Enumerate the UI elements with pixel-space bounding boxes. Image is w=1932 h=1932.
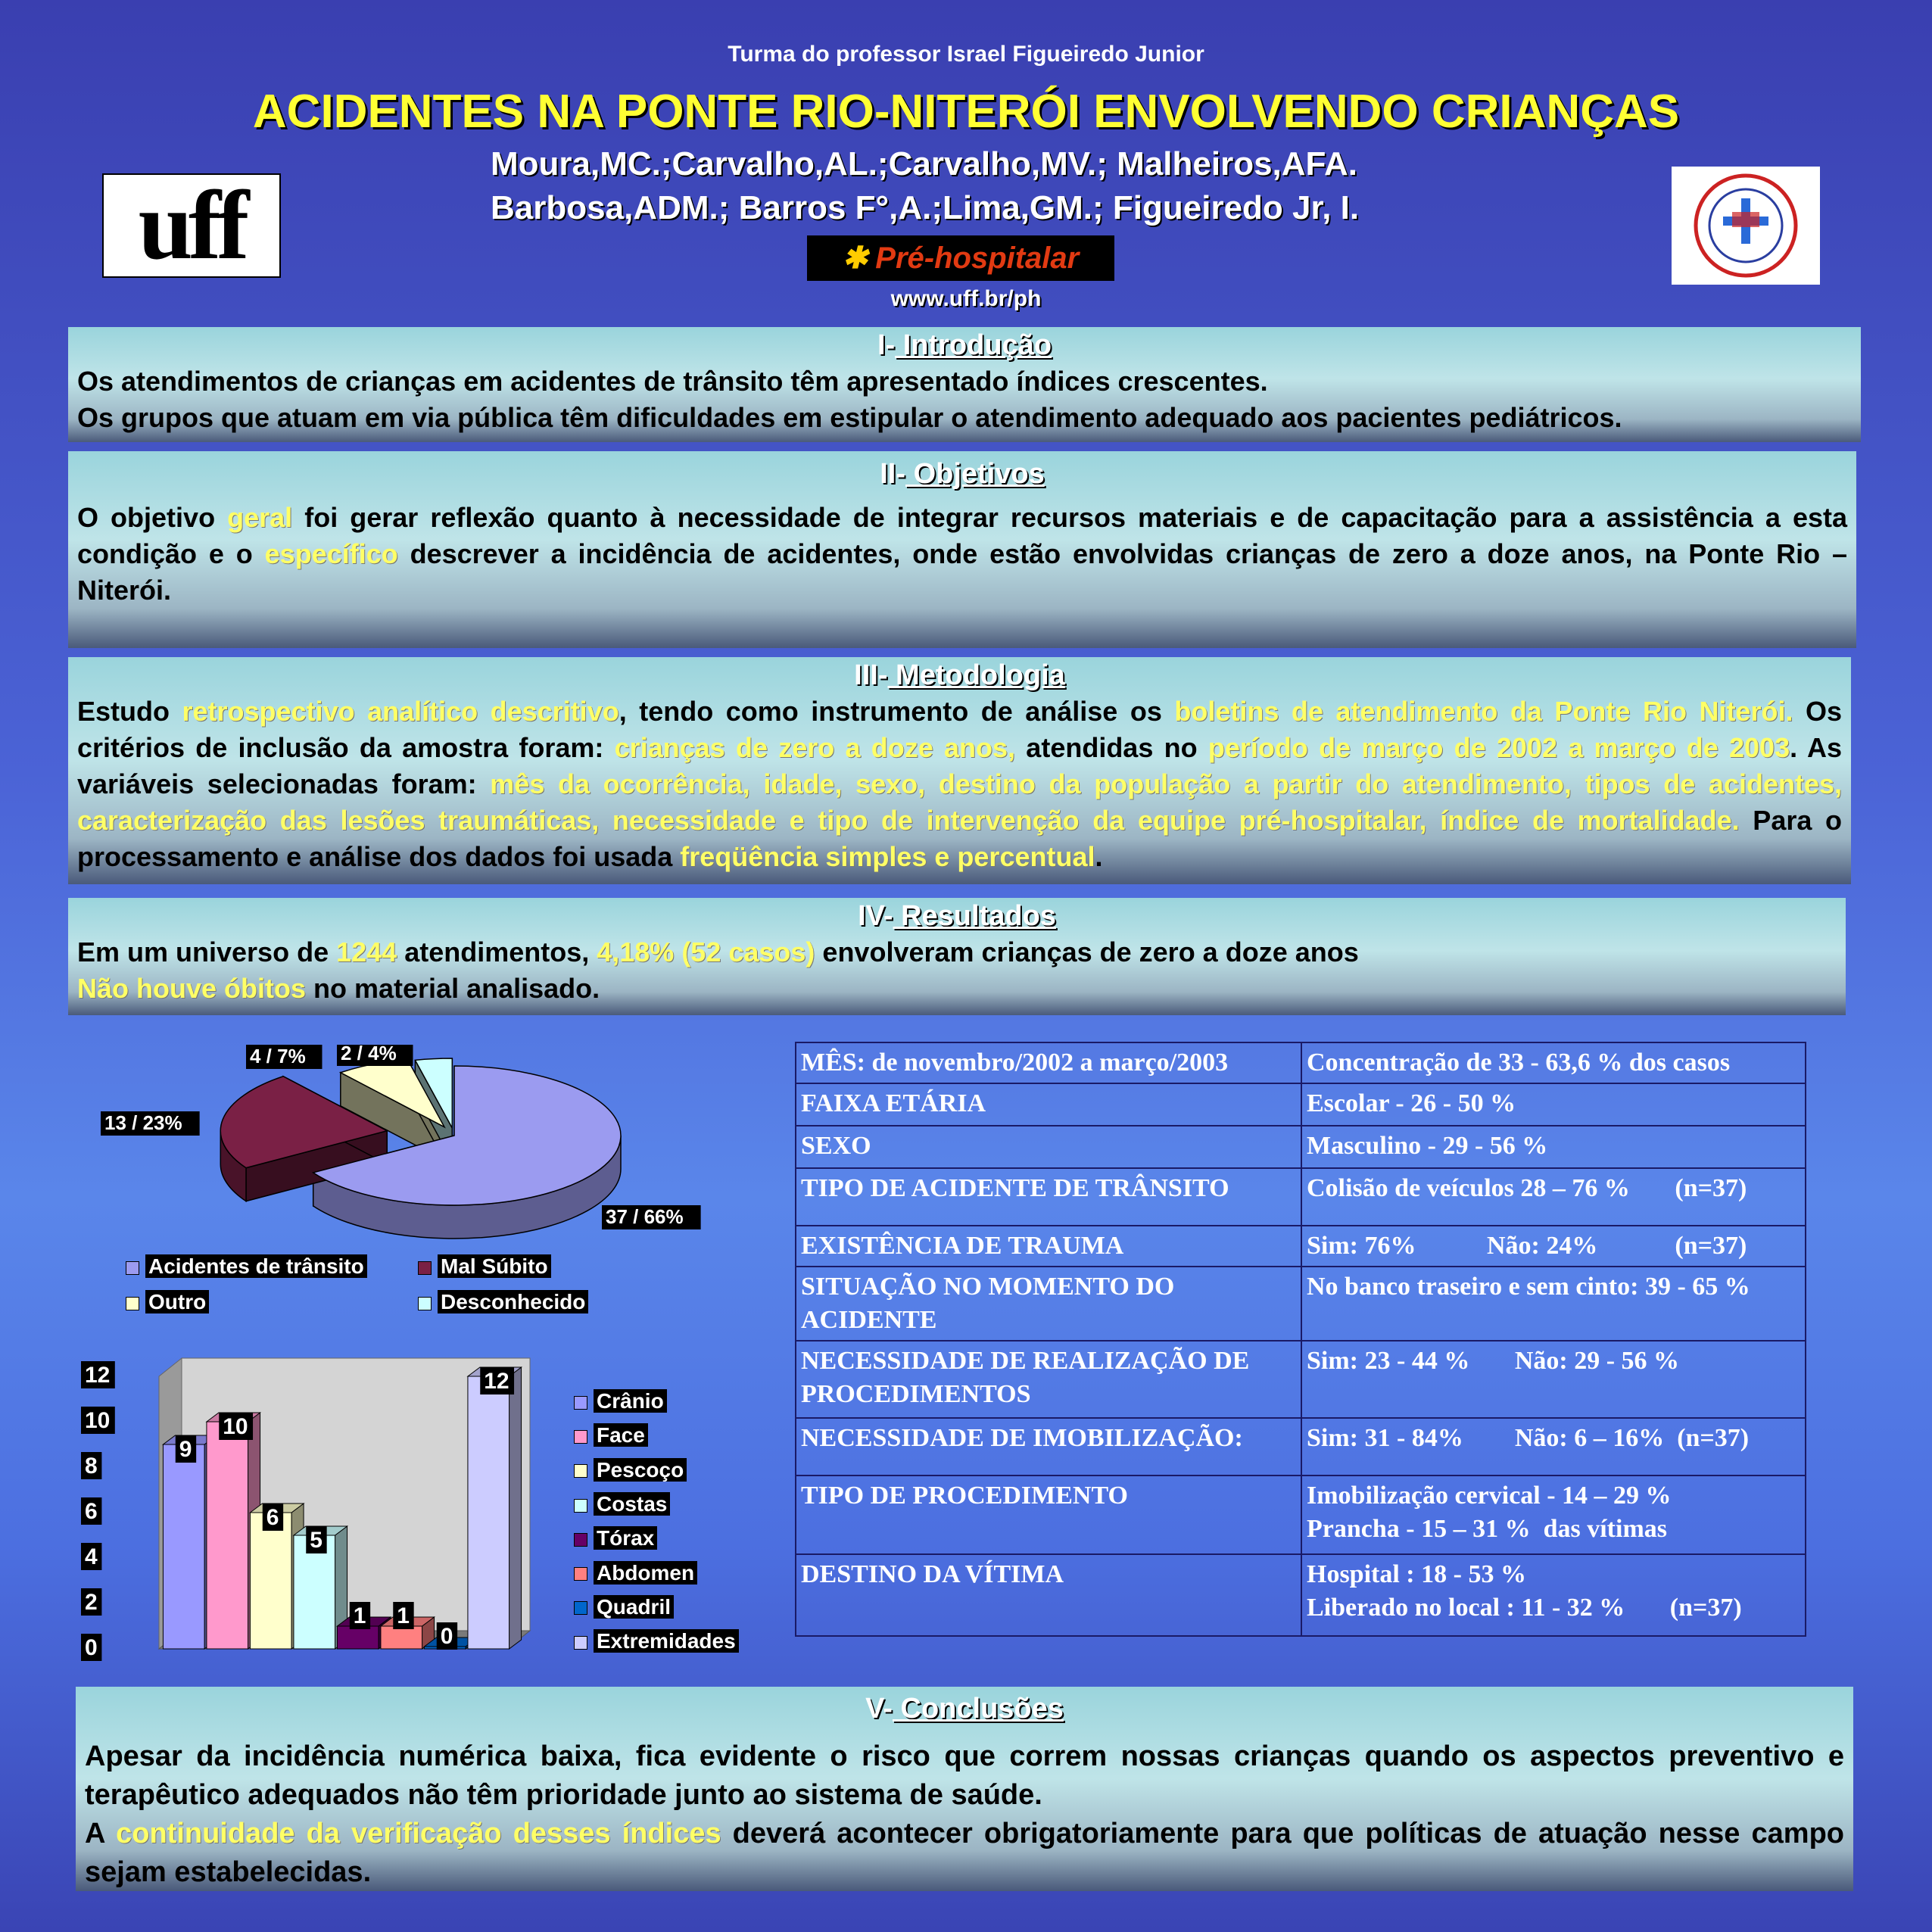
- legend-swatch: [574, 1430, 587, 1444]
- table-row-label: NECESSIDADE DE IMOBILIZAÇÃO:: [796, 1418, 1301, 1475]
- bar-legend-item: [574, 1459, 687, 1482]
- conclusions-paragraph-2: A continuidade da verificação desses índices deverá acontecer obrigatoriamente para que políticas de atuação nesse campo sejam estabelecidas.: [85, 1818, 1844, 1888]
- table-row-label: EXISTÊNCIA DE TRAUMA: [796, 1226, 1301, 1267]
- legend-swatch: [126, 1297, 139, 1310]
- conclusions-heading: V- Conclusões: [865, 1693, 1064, 1725]
- legend-swatch: [574, 1601, 587, 1615]
- objectives-section: [68, 451, 1856, 648]
- svg-text:8: 8: [85, 1454, 98, 1479]
- results-line-2: Não houve óbitos no material analisado.: [77, 973, 600, 1004]
- legend-label: Face: [594, 1423, 648, 1447]
- legend-label: Mal Súbito: [438, 1254, 551, 1278]
- table-row-label: SITUAÇÃO NO MOMENTO DO ACIDENTE: [796, 1267, 1301, 1341]
- svg-text:5: 5: [310, 1528, 323, 1553]
- svg-text:0: 0: [85, 1635, 98, 1660]
- results-table-body: [796, 1042, 1806, 1636]
- results-heading: IV- Resultados: [858, 900, 1056, 932]
- table-row-value: Concentração de 33 - 63,6 % dos casos: [1301, 1042, 1806, 1083]
- legend-swatch: [574, 1636, 587, 1650]
- pie-legend-item: [126, 1255, 367, 1278]
- table-row-value: Sim: 23 - 44 % Não: 29 - 56 %: [1301, 1341, 1806, 1418]
- legend-label: Acidentes de trânsito: [145, 1254, 367, 1278]
- introduction-line-2: Os grupos que atuam em via pública têm dificuldades em estipular o atendimento adequado aos pacientes pediátricos.: [77, 402, 1622, 433]
- authors-line-2: Barbosa,ADM.; Barros F°,A.;Lima,GM.; Figueiredo Jr, I.: [491, 189, 1360, 226]
- bar-value-label: [219, 1413, 253, 1440]
- table-row: [796, 1554, 1806, 1636]
- pre-hospitalar-logo: [807, 235, 1114, 281]
- poster-title: ACIDENTES NA PONTE RIO-NITERÓI ENVOLVENDO CRIANÇAS: [252, 86, 1680, 138]
- pie-data-label: [602, 1205, 701, 1229]
- legend-label: Tórax: [594, 1526, 657, 1550]
- table-row: [796, 1226, 1806, 1267]
- authors-line-1: Moura,MC.;Carvalho,AL.;Carvalho,MV.; Malheiros,AFA.: [491, 145, 1357, 182]
- svg-text:6: 6: [85, 1499, 98, 1524]
- bar-value-label: [480, 1367, 514, 1394]
- legend-label: Abdomen: [594, 1561, 697, 1585]
- legend-swatch: [574, 1499, 587, 1513]
- uff-logo: [102, 173, 281, 278]
- table-row-label: NECESSIDADE DE REALIZAÇÃO DE PROCEDIMENTOS: [796, 1341, 1301, 1418]
- results-line-1: Em um universo de 1244 atendimentos, 4,18% (52 casos) envolveram crianças de zero a doze anos: [77, 936, 1359, 968]
- table-row-label: DESTINO DA VÍTIMA: [796, 1554, 1301, 1636]
- svg-text:0: 0: [440, 1624, 453, 1649]
- y-tick-label: [81, 1361, 115, 1388]
- methodology-heading: III- Metodologia: [854, 659, 1065, 691]
- svg-text:10: 10: [223, 1414, 248, 1439]
- svg-text:12: 12: [484, 1369, 509, 1394]
- svg-text:4 / 7%: 4 / 7%: [250, 1045, 306, 1067]
- y-tick-label: [81, 1588, 101, 1616]
- bar-legend-item: [574, 1596, 674, 1619]
- table-row-value: Sim: 31 - 84% Não: 6 – 16% (n=37): [1301, 1418, 1806, 1475]
- y-tick-label: [81, 1634, 101, 1661]
- legend-label: Quadril: [594, 1595, 674, 1619]
- table-row: [796, 1418, 1806, 1475]
- y-tick-label: [81, 1543, 101, 1570]
- table-row: [796, 1475, 1806, 1554]
- table-row-label: TIPO DE PROCEDIMENTO: [796, 1475, 1301, 1554]
- results-table: [795, 1042, 1806, 1637]
- objectives-heading: II- Objetivos: [880, 458, 1045, 490]
- bar-7: [468, 1367, 522, 1649]
- conclusions-section: [76, 1687, 1853, 1891]
- table-row-label: MÊS: de novembro/2002 a março/2003: [796, 1042, 1301, 1083]
- svg-text:2 / 4%: 2 / 4%: [341, 1045, 397, 1064]
- legend-label: Crânio: [594, 1389, 667, 1413]
- rescue-group-logo: [1672, 167, 1820, 285]
- table-row: [796, 1126, 1806, 1168]
- bar-value-label: [350, 1602, 370, 1629]
- svg-text:4: 4: [85, 1544, 98, 1569]
- results-section: [68, 898, 1846, 1015]
- pie-data-label: [246, 1045, 322, 1069]
- bar-legend-item: [574, 1630, 739, 1653]
- authors: [491, 142, 1359, 230]
- legend-swatch: [574, 1533, 587, 1547]
- legend-label: Desconhecido: [438, 1290, 588, 1313]
- pie-legend-item: [126, 1291, 209, 1313]
- bar-value-label: [176, 1435, 196, 1463]
- methodology-text: Estudo retrospectivo analítico descritivo, tendo como instrumento de análise os boletins de atendimento da Ponte Rio Niterói. Os critérios de inclusão da amostra foram: crianças de zero a doze anos, atendidas no período de março de 2002 a março de 2003. As variáveis selecionadas foram: mês da ocorrência, idade, sexo, destino da população a partir do atendimento, tipos de acidentes, caracterização das lesões traumáticas, necessidade e tipo de intervenção da equipe pré-hospitalar, índice de mortalidade. Para o processamento e análise dos dados foi usada freqüência simples e percentual.: [77, 696, 1843, 872]
- bar-legend-item: [574, 1527, 657, 1550]
- svg-text:12: 12: [85, 1363, 111, 1388]
- table-row-value: Masculino - 29 - 56 %: [1301, 1126, 1806, 1168]
- table-row-label: TIPO DE ACIDENTE DE TRÂNSITO: [796, 1168, 1301, 1226]
- pie-data-label: [337, 1045, 413, 1066]
- table-row: [796, 1042, 1806, 1083]
- svg-text:6: 6: [266, 1505, 279, 1530]
- bar-value-label: [306, 1526, 326, 1553]
- svg-text:10: 10: [85, 1408, 111, 1433]
- table-row: [796, 1168, 1806, 1226]
- uff-logo-text: uff: [138, 171, 245, 280]
- objectives-text: O objetivo geral foi gerar reflexão quanto à necessidade de integrar recursos materiais e de capacitação para a assistência a esta condição e o específico descrever a incidência de acidentes, onde estão envolvidas crianças de zero a doze anos, na Ponte Rio – Niterói.: [77, 502, 1848, 606]
- methodology-section: [68, 657, 1851, 884]
- legend-label: Extremidades: [594, 1629, 739, 1653]
- table-row-value: Escolar - 26 - 50 %: [1301, 1083, 1806, 1126]
- legend-swatch: [574, 1396, 587, 1410]
- pre-hospitalar-logo-text: Pré-hospitalar: [875, 241, 1080, 275]
- table-row: [796, 1341, 1806, 1418]
- legend-swatch: [126, 1261, 139, 1275]
- svg-text:13 / 23%: 13 / 23%: [104, 1111, 182, 1134]
- table-row-label: FAIXA ETÁRIA: [796, 1083, 1301, 1126]
- legend-label: Pescoço: [594, 1458, 687, 1482]
- svg-text:9: 9: [179, 1437, 192, 1462]
- svg-text:37 / 66%: 37 / 66%: [606, 1205, 684, 1228]
- star-icon: ✱: [842, 242, 868, 275]
- table-row-value: Colisão de veículos 28 – 76 % (n=37): [1301, 1168, 1806, 1226]
- svg-text:2: 2: [85, 1590, 98, 1615]
- bar-chart-injury-location: [76, 1346, 560, 1679]
- table-row-value: Sim: 76% Não: 24% (n=37): [1301, 1226, 1806, 1267]
- course-label: Turma do professor Israel Figueiredo Junior: [728, 42, 1204, 67]
- y-tick-label: [81, 1407, 115, 1434]
- pie-data-label: [101, 1111, 200, 1136]
- y-tick-label: [81, 1497, 101, 1525]
- legend-label: Outro: [145, 1290, 209, 1313]
- bar-legend-item: [574, 1424, 648, 1447]
- bar-value-label: [393, 1602, 413, 1629]
- svg-text:1: 1: [353, 1603, 366, 1628]
- pie-legend-item: [418, 1255, 551, 1278]
- y-tick-label: [81, 1452, 101, 1479]
- legend-label: Costas: [594, 1492, 670, 1516]
- pie-legend-item: [418, 1291, 588, 1313]
- bar-legend-item: [574, 1493, 670, 1516]
- table-row: [796, 1083, 1806, 1126]
- conclusions-paragraph-1: Apesar da incidência numérica baixa, fica evidente o risco que correm nossas crianças quando os aspectos preventivo e terapêutico adequados não têm prioridade junto ao sistema de saúde.: [85, 1740, 1844, 1811]
- bar-legend-item: [574, 1390, 667, 1413]
- website-url: www.uff.br/ph: [890, 286, 1042, 311]
- introduction-line-1: Os atendimentos de crianças em acidentes de trânsito têm apresentado índices crescentes.: [77, 366, 1268, 397]
- table-row-value: No banco traseiro e sem cinto: 39 - 65 %: [1301, 1267, 1806, 1341]
- introduction-heading: I- Introdução: [877, 329, 1052, 361]
- legend-swatch: [574, 1567, 587, 1581]
- table-row: [796, 1267, 1806, 1341]
- bar-value-label: [437, 1622, 457, 1650]
- rescue-emblem-icon: [1672, 167, 1820, 285]
- table-row-value: Hospital : 18 - 53 % Liberado no local : 11 - 32 % (n=37): [1301, 1554, 1806, 1636]
- introduction-section: [68, 327, 1861, 442]
- bar-legend-item: [574, 1562, 697, 1585]
- legend-swatch: [574, 1464, 587, 1478]
- legend-swatch: [418, 1297, 432, 1310]
- bar-value-label: [263, 1504, 283, 1531]
- table-row-label: SEXO: [796, 1126, 1301, 1168]
- table-row-value: Imobilização cervical - 14 – 29 % Prancha - 15 – 31 % das vítimas: [1301, 1475, 1806, 1554]
- legend-swatch: [418, 1261, 432, 1275]
- svg-text:1: 1: [397, 1603, 410, 1628]
